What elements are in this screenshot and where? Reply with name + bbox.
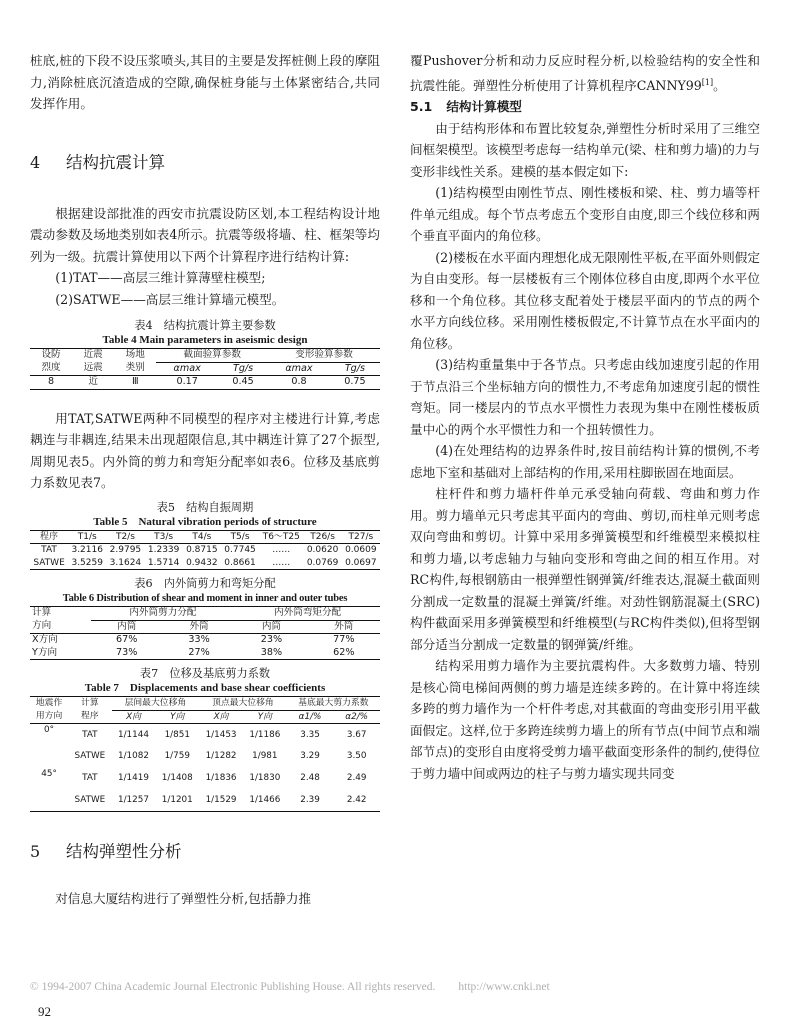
table-cell: 1/1201 [161, 795, 193, 805]
subsection-5-1-heading [410, 96, 760, 118]
table-caption-en: Table 7 Displacements and base shear coefficients [84, 682, 326, 694]
table-cell: 1/759 [164, 751, 190, 762]
table-cell: 3.29 [300, 751, 320, 762]
table-row [30, 376, 380, 390]
table-cell: 3.35 [300, 729, 320, 740]
table-header: αmax [268, 362, 330, 376]
table-cell: 73% [116, 646, 138, 658]
table-header: 外筒 [308, 620, 380, 634]
table-header: 用方向 [30, 710, 68, 724]
table-cell: 2.9795 [109, 545, 142, 555]
table-row [30, 790, 380, 812]
table-header: T6～T25 [259, 530, 303, 544]
subsection-number: 5.1 [410, 99, 433, 115]
table [30, 530, 380, 571]
table-caption-en: Table 5 Natural vibration periods of structure [93, 515, 317, 528]
table-header: 内筒 [235, 620, 307, 634]
table-cell: 23% [260, 634, 283, 645]
table-header: X向 [112, 710, 156, 724]
table-caption-en: Table 4 Main parameters in aseismic design [102, 334, 308, 346]
table-header: 计算 [81, 698, 99, 709]
table-cell: 0.8715 [186, 545, 218, 555]
page-number: 92 [38, 1004, 51, 1019]
section-4-heading [30, 149, 380, 173]
table-row [30, 768, 380, 790]
table-header: Y向 [243, 710, 287, 724]
table-cell: 1/851 [164, 729, 190, 740]
table-caption: 表5 结构自振周期 [156, 500, 254, 514]
table-caption-en: Table 6 Distribution of shear and moment in inner and outer tubes [62, 593, 348, 604]
table-cell: 0.45 [232, 376, 254, 387]
table-cell: Y方向 [32, 646, 58, 658]
section-5-heading [30, 838, 380, 862]
left-column [30, 48, 380, 910]
table-cell: 2.42 [346, 795, 367, 805]
table-cell: 1.5714 [147, 557, 180, 568]
table-cell: SATWE [74, 751, 106, 762]
section-number: 5 [30, 842, 41, 861]
table-cell: 3.50 [346, 751, 367, 762]
table-cell: 0° [44, 725, 55, 735]
table-cell: TAT [41, 545, 57, 555]
table-header: Tg/s [330, 362, 380, 376]
table-cell: 0.0609 [345, 545, 377, 555]
table-cell: 1/981 [252, 751, 278, 762]
table-cell: 1/1529 [205, 795, 237, 805]
paragraph: (4)在处理结构的边界条件时,按目前结构计算的惯例,不考虑地下室和基础对上部结构的作用,采用柱脚嵌固在地面层。 [410, 443, 760, 480]
table-row [30, 746, 380, 768]
paragraph [410, 50, 760, 96]
table-header: 近震 [83, 349, 103, 361]
paragraph: 桩底,桩的下段不设压浆喷头,其目的主要是发挥桩侧上段的摩阻力,消除桩底沉渣造成的空隙,确保桩身能与土体紧密结合,共同发挥作用。 [30, 53, 380, 111]
table-caption: 表6 内外筒剪力和弯矩分配 [134, 577, 276, 590]
table-row [30, 647, 380, 660]
right-column [410, 48, 760, 784]
table-cell: 67% [116, 634, 138, 645]
table-header: 场地 [125, 349, 145, 361]
section-title: 结构抗震计算 [66, 152, 165, 172]
table-cell: 2.48 [300, 773, 320, 784]
table-cell: 3.2116 [71, 545, 103, 555]
table-cell: 3.67 [346, 729, 367, 740]
table-cell: TAT [82, 773, 98, 784]
table-cell: 1/1453 [205, 729, 237, 740]
table-cell: 3.5259 [71, 557, 103, 568]
table-cell: 1/1830 [249, 773, 281, 784]
table-cell: 2.49 [346, 773, 367, 784]
table-cell: TAT [82, 729, 98, 740]
table-cell: 1/1419 [118, 773, 149, 784]
table-cell: 2.39 [300, 795, 320, 805]
table-cell: 1/1257 [118, 795, 149, 805]
table-header: 外筒 [163, 620, 235, 634]
table-6 [30, 576, 380, 660]
table [30, 696, 380, 812]
table-cell: 0.75 [344, 376, 366, 387]
table-header: 方向 [30, 620, 91, 634]
paragraph: 对信息大厦结构进行了弹塑性分析,包括静力推 [55, 891, 312, 906]
table-header: 地震作 [35, 698, 63, 709]
table-cell: 1/1082 [118, 751, 149, 762]
table-header: αmax [156, 362, 218, 376]
table-row [30, 724, 380, 746]
table-cell: 8 [48, 376, 55, 387]
list-item: (2)SATWE——高层三维计算墙元模型。 [55, 291, 285, 307]
table-header: 内外筒弯矩分配 [235, 607, 380, 621]
paragraph: (2)楼板在水平面内理想化成无限刚性平板,在平面外则假定为自由变形。每一层楼板有三个刚体位移自由度,即两个水平位移和一个角位移。其位移支配着处于楼层平面内的节点的两个水平方向线位移。采用刚性楼板假定,不计算节点在水平面内的角位移。 [410, 249, 760, 351]
paragraph-text: 覆Pushover分析和动力反应时程分析,以检验结构的安全性和抗震性能。弹塑性分析使用了计算机程序CANNY99 [410, 53, 760, 93]
table-cell: 0.0620 [306, 545, 339, 555]
paragraph: (3)结构重量集中于各节点。只考虑由线加速度引起的作用于节点沿三个坐标轴方向的惯性力,不考虑角加速度引起的惯性弯矩。同一楼层内的节点水平惯性力表现为集中在刚性楼板质量中心的两个水平惯性力和一个扭转惯性力。 [410, 357, 760, 437]
table-header: 截面验算参数 [156, 349, 268, 363]
table-header: 内外筒剪力分配 [91, 607, 236, 621]
table-header: T27/s [342, 530, 380, 544]
table-caption: 表7 位移及基底剪力系数 [139, 667, 271, 680]
table-cell: 38% [260, 646, 283, 658]
table-cell: 33% [188, 634, 210, 645]
table-header: T26/s [303, 530, 341, 544]
table-cell: X方向 [32, 634, 58, 645]
table-header: α1/% [287, 710, 334, 724]
paragraph-text: 。 [713, 77, 726, 93]
table-cell: 近 [88, 376, 98, 387]
table-header: X向 [199, 710, 243, 724]
table-cell: 1.2339 [147, 545, 180, 555]
table [30, 348, 380, 390]
table-cell: 1/1282 [205, 751, 237, 762]
copyright-footer: © 1994-2007 China Academic Journal Electronic Publishing House. All rights reserved. http://www.cnki.net [30, 981, 550, 993]
table-cell: 1/1186 [249, 729, 281, 740]
section-number: 4 [30, 152, 41, 172]
table-header: 远震 [72, 362, 114, 376]
table-cell: 1/1836 [205, 773, 237, 784]
paragraph: 根据建设部批准的西安市抗震设防区划,本工程结构设计地震动参数及场地类别如表4所示。抗震等级将墙、柱、框架等均列为一级。抗震计算使用以下两个计算程序进行结构计算: [30, 205, 380, 264]
table-cell: 3.1624 [109, 557, 142, 568]
table [30, 606, 380, 660]
table-cell: 45° [41, 768, 57, 779]
paragraph: 结构采用剪力墙作为主要抗震构件。大多数剪力墙、特别是核心筒电梯间两侧的剪力墙是连续多跨的。在计算中将连续多跨的剪力墙作为一个杆件考虑,对其截面的弯曲变形引用平截面假定。这样,位于多跨连续剪力墙上的所有节点(中间节点和端部节点)的变形自由度将受剪力墙平截面变形条件的制约,使得位于剪力墙中间或两边的柱子与剪力墙实现共同变 [410, 658, 760, 781]
table-header: 程序 [68, 710, 112, 724]
table-header: Y向 [155, 710, 199, 724]
paragraph: 用TAT,SATWE两种不同模型的程序对主楼进行计算,考虑耦连与非耦连,结果未出现超限信息,其中耦连计算了27个振型,周期见表5。内外筒的剪力和弯矩分配率如表6。位移及基底剪力系数见表7。 [30, 410, 380, 490]
table-header: T5/s [221, 530, 259, 544]
table-cell: 0.8661 [224, 557, 256, 568]
table-4 [30, 318, 380, 390]
table-header: Tg/s [218, 362, 268, 376]
table-header: 内筒 [91, 620, 163, 634]
table-header: T4/s [183, 530, 221, 544]
table-cell: 77% [333, 634, 355, 645]
table-cell: 1/1466 [249, 795, 281, 805]
table-row [30, 634, 380, 647]
paragraph: (1)结构模型由刚性节点、刚性楼板和梁、柱、剪力墙等杆件单元组成。每个节点考虑五个变形自由度,即三个线位移和两个垂直平面内的角位移。 [410, 185, 760, 244]
table-caption: 表4 结构抗震计算主要参数 [134, 319, 276, 332]
table-header: α2/% [333, 710, 380, 724]
table-cell: 0.0697 [345, 557, 377, 568]
table-header: 设防 [41, 349, 61, 361]
table-row [30, 544, 380, 557]
table-cell: 1/1408 [161, 773, 193, 784]
table-header: 程序 [30, 530, 68, 544]
table-header: 烈度 [30, 362, 72, 376]
table-header: 计算 [32, 607, 52, 619]
table-header: T3/s [145, 530, 183, 544]
table-cell: 0.17 [176, 376, 198, 387]
table-header: 变形验算参数 [268, 349, 380, 363]
table-cell: 27% [188, 646, 210, 658]
table-cell: …… [272, 545, 291, 555]
table-header: 基底最大剪力系数 [287, 697, 380, 711]
citation: [1] [701, 77, 714, 87]
list-item: (1)TAT——高层三维计算薄壁柱模型; [55, 270, 266, 285]
paragraph: 柱杆件和剪力墙杆件单元承受轴向荷载、弯曲和剪力作用。剪力墙单元只考虑其平面内的弯曲、剪切,而柱单元则考虑双向弯曲和剪切。计算中采用多弹簧模型和纤维模型来模拟柱和剪力墙,以考虑轴力与轴向变形和弯曲之间的相互作用。对RC构件,每根钢筋由一根弹塑性钢弹簧/纤维表达,混凝土截面则分割成一定数量的混凝土弹簧/纤维。对劲性钢筋混凝土(SRC)构件截面采用多弹簧模型和纤维模型(与RC构件类似),但将型钢部分适当分割成一定数量的钢弹簧/纤维。 [410, 486, 760, 652]
section-title: 结构弹塑性分析 [66, 842, 182, 861]
paragraph: 由于结构形体和布置比较复杂,弹塑性分析时采用了三维空间框架模型。该模型考虑每一结构单元(梁、柱和剪力墙)的力与变形非线性关系。建模的基本假定如下: [410, 120, 760, 179]
table-cell: 0.7745 [224, 545, 256, 555]
table-header: 层间最大位移角 [112, 697, 200, 711]
table-cell: 0.8 [291, 376, 307, 387]
table-5 [30, 500, 380, 571]
table-cell: 0.0769 [306, 557, 339, 568]
table-7 [30, 666, 380, 812]
table-row [30, 557, 380, 570]
table-cell: 1/1144 [118, 729, 149, 740]
table-cell: 0.9432 [186, 557, 218, 568]
table-cell: SATWE [33, 557, 65, 568]
subsection-title: 结构计算模型 [446, 99, 522, 115]
table-cell: SATWE [74, 795, 106, 805]
table-header: 类别 [114, 362, 156, 376]
table-cell: Ⅲ [131, 376, 139, 387]
table-header: 顶点最大位移角 [199, 697, 287, 711]
table-cell: …… [272, 557, 291, 568]
table-header: T1/s [68, 530, 106, 544]
table-cell: 62% [333, 646, 355, 658]
table-header: T2/s [106, 530, 144, 544]
